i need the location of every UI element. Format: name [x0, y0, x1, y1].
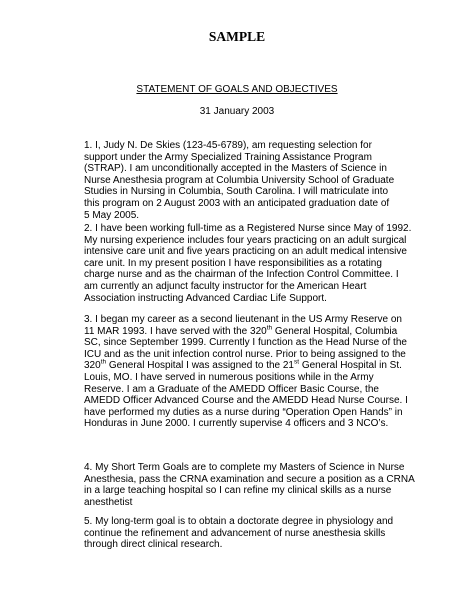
paragraph-line: 11 MAR 1993. I have served with the 320th General Hospital, Columbia — [84, 324, 398, 337]
paragraph-line: 3. I began my career as a second lieutenant in the US Army Reserve on — [84, 314, 402, 325]
statement-heading: STATEMENT OF GOALS AND OBJECTIVES — [136, 84, 338, 95]
paragraph-line: Studies in Nursing in Columbia, South Carolina. I will matriculate into — [84, 186, 389, 198]
paragraph-line: Louis, MO. I have served in numerous positions while in the Army — [84, 371, 374, 383]
paragraph-line: continue the refinement and advancement of nurse anesthesia skills — [84, 527, 386, 539]
paragraph-line: 5 May 2005. — [84, 209, 140, 221]
paragraph-line: charge nurse and as the chairman of the Infection Control Committee. I — [84, 269, 399, 281]
paragraph-3 — [84, 314, 464, 430]
paragraph-line: in a large teaching hospital so I can refine my clinical skills as a nurse — [84, 485, 392, 497]
paragraph-5 — [84, 516, 464, 551]
paragraph-line: support under the Army Specialized Training Assistance Program — [84, 151, 372, 163]
paragraph-line: Nurse Anesthesia program at Columbia University School of Graduate — [84, 174, 395, 186]
paragraph-line: 320th General Hospital I was assigned to the 21st General Hospital in St. — [84, 359, 402, 372]
paragraph-line: through direct clinical research. — [84, 539, 223, 551]
paragraph-line: AMEDD Officer Advanced Course and the AMEDD Head Nurse Course. I — [84, 395, 408, 407]
paragraph-4 — [84, 462, 464, 508]
paragraph-line: 2. I have been working full-time as a Registered Nurse since May of 1992. — [84, 223, 412, 234]
paragraph-line: Association instructing Advanced Cardiac Life Support. — [84, 292, 327, 304]
paragraph-line: ICU and as the unit infection control nurse. Prior to being assigned to the — [84, 348, 406, 360]
paragraph-2 — [84, 223, 464, 304]
paragraph-line: 5. My long-term goal is to obtain a doctorate degree in physiology and — [84, 516, 394, 527]
paragraph-line: 4. My Short Term Goals are to complete my Masters of Science in Nurse — [84, 462, 405, 473]
paragraph-line: My nursing experience includes four years practicing on an adult surgical — [84, 234, 407, 246]
paragraph-line: this program on 2 August 2003 with an anticipated graduation date of — [84, 197, 390, 209]
paragraph-line: Honduras in June 2000. I currently supervise 4 officers and 3 NCO’s. — [84, 418, 389, 430]
paragraph-line: intensive care unit and five years practicing on an adult medical intensive — [84, 246, 407, 258]
paragraph-line: anesthetist — [84, 496, 133, 508]
paragraph-1 — [84, 140, 464, 221]
paragraph-line: care unit. In my present position I have responsibilities as a rotating — [84, 257, 382, 269]
paragraph-line: (STRAP). I am unconditionally accepted in the Masters of Science in — [84, 163, 387, 175]
paragraph-line: am currently an adjunct faculty instructor for the American Heart — [84, 280, 367, 292]
paragraph-line: SC, since September 1999. Currently I function as the Head Nurse of the — [84, 337, 407, 349]
paragraph-line: have performed my duties as a nurse during “Operation Open Hands” in — [84, 406, 403, 418]
statement-date: 31 January 2003 — [199, 106, 275, 117]
document-title: SAMPLE — [208, 29, 266, 44]
paragraph-line: 1. I, Judy N. De Skies (123-45-6789), am requesting selection for — [84, 140, 372, 151]
paragraph-line: Reserve. I am a Graduate of the AMEDD Officer Basic Course, the — [84, 383, 379, 395]
paragraph-line: Anesthesia, pass the CRNA examination and secure a position as a CRNA — [84, 473, 415, 485]
